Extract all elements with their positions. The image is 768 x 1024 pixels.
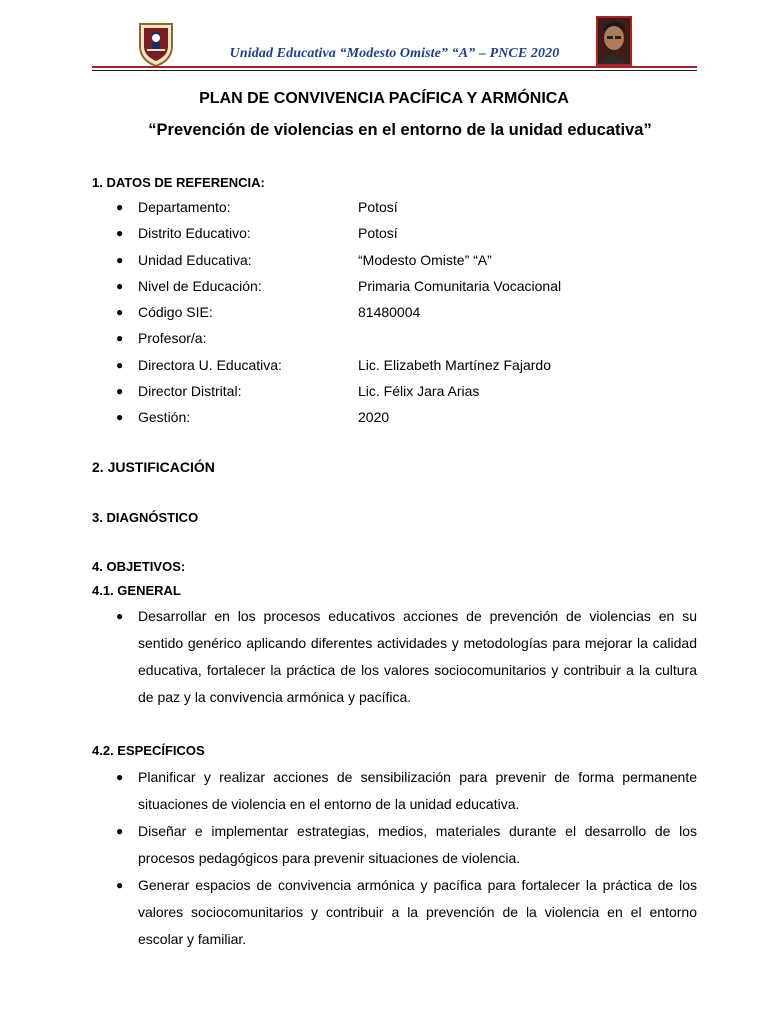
reference-label: Nivel de Educación: — [138, 277, 262, 294]
reference-item — [92, 301, 697, 327]
objective-text: Planificar y realizar acciones de sensibilización para prevenir de forma permanente situaciones de violencia en el entorno de la unidad educativa. — [138, 769, 697, 812]
page-header — [92, 14, 697, 74]
section-heading-objetivos: 4. OBJETIVOS: — [92, 559, 186, 574]
reference-label: Distrito Educativo: — [138, 225, 251, 242]
reference-item — [92, 380, 697, 406]
bullet-icon: ● — [116, 609, 124, 623]
reference-label: Departamento: — [138, 199, 231, 215]
bullet-icon: ● — [116, 331, 124, 346]
reference-item — [92, 275, 697, 301]
bullet-icon: ● — [116, 770, 124, 784]
reference-label: Gestión: — [138, 409, 191, 426]
bullet-icon: ● — [116, 384, 124, 399]
section-heading-especificos: 4.2. ESPECÍFICOS — [92, 743, 205, 758]
reference-item — [92, 196, 697, 222]
bullet-icon: ● — [116, 226, 124, 241]
bullet-icon: ● — [116, 357, 124, 372]
document-subtitle: “Prevención de violencias en el entorno de la unidad educativa” — [148, 121, 652, 139]
reference-value: Lic. Elizabeth Martínez Fajardo — [358, 356, 551, 373]
bullet-icon: ● — [116, 824, 124, 838]
reference-label: Código SIE: — [138, 304, 213, 321]
reference-value: Primaria Comunitaria Vocacional — [358, 277, 562, 294]
specific-objectives-list — [92, 764, 697, 953]
objective-item — [92, 818, 697, 872]
bullet-icon: ● — [116, 252, 124, 267]
reference-label: Profesor/a: — [138, 330, 207, 347]
reference-value: 2020 — [358, 409, 390, 426]
bullet-icon: ● — [116, 200, 124, 214]
reference-label: Unidad Educativa: — [138, 251, 252, 268]
objective-text: Generar espacios de convivencia armónica y pacífica para fortalecer la práctica de los valores sociocomunitarios y contribuir a la prevención de la violencia en el entorno escolar y familiar. — [138, 877, 697, 947]
bullet-icon: ● — [116, 878, 124, 892]
bullet-icon: ● — [116, 305, 124, 320]
section-heading-general: 4.1. GENERAL — [92, 583, 181, 598]
general-objectives-list — [92, 603, 697, 711]
reference-value: “Modesto Omiste” “A” — [358, 251, 492, 268]
portrait-photo-icon — [596, 16, 632, 66]
objective-item — [92, 603, 697, 711]
reference-item — [92, 354, 697, 380]
reference-value: Potosí — [358, 199, 398, 215]
section-heading-justificacion: 2. JUSTIFICACIÓN — [92, 459, 215, 475]
header-title: Unidad Educativa “Modesto Omiste” “A” – PNCE 2020 — [229, 46, 560, 61]
objective-text: Desarrollar en los procesos educativos acciones de prevención de violencias en su sentido genérico aplicando diferentes actividades y metodologías para mejorar la calidad educativa, fortalecer la práctica de los valores sociocomunitarios y contribuir a la cultura de paz y la convivencia armónica y pacífica. — [138, 608, 697, 705]
reference-item — [92, 327, 697, 353]
bullet-icon: ● — [116, 278, 124, 293]
header-rule-black — [92, 70, 697, 71]
section-heading-diagnostico: 3. DIAGNÓSTICO — [92, 510, 199, 525]
header-rule-red — [92, 66, 697, 68]
reference-value: 81480004 — [358, 304, 421, 321]
reference-item — [92, 406, 697, 432]
reference-item — [92, 249, 697, 275]
objective-item — [92, 764, 697, 818]
reference-data-list — [92, 196, 697, 433]
reference-label: Director Distrital: — [138, 383, 242, 400]
section-heading-datos: 1. DATOS DE REFERENCIA: — [92, 175, 265, 190]
document-title: PLAN DE CONVIVENCIA PACÍFICA Y ARMÓNICA — [199, 90, 569, 107]
reference-label: Directora U. Educativa: — [138, 356, 282, 373]
reference-value: Potosí — [358, 225, 398, 242]
objective-text: Diseñar e implementar estrategias, medios, materiales durante el desarrollo de los procesos pedagógicos para prevenir situaciones de violencia. — [138, 823, 697, 866]
objective-item — [92, 872, 697, 953]
bullet-icon: ● — [116, 410, 124, 425]
reference-value: Lic. Félix Jara Arias — [358, 383, 480, 400]
reference-item — [92, 222, 697, 248]
